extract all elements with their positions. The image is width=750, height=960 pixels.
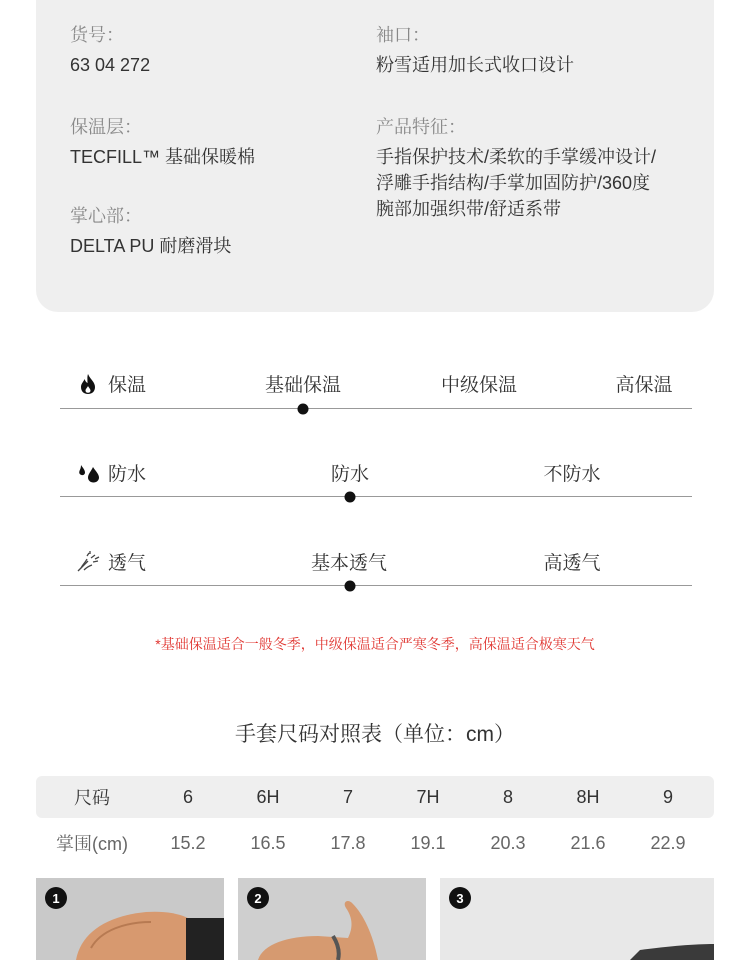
table-cell: 17.8 xyxy=(330,832,366,853)
step-number-badge: 2 xyxy=(247,887,269,909)
waterproof-scale-name xyxy=(74,459,146,486)
water-drops-icon xyxy=(74,461,102,485)
scale-label: 防水 xyxy=(108,464,147,485)
scale-option: 高透气 xyxy=(543,553,601,574)
warmth-scale-name xyxy=(74,370,146,397)
feature-line: 手指保护技术/柔软的手掌缓冲设计/ xyxy=(376,147,657,167)
table-header-cell: 6H xyxy=(256,786,280,807)
waterproof-scale xyxy=(60,455,692,515)
scale-option: 基础保温 xyxy=(264,375,342,396)
table-header-cell: 8H xyxy=(576,786,600,807)
feature-line: 腕部加强织带/舒适系带 xyxy=(376,199,561,219)
breathability-scale xyxy=(60,544,692,604)
product-spec-card xyxy=(36,0,714,312)
scale-line xyxy=(60,408,692,409)
table-header-cell: 7H xyxy=(416,786,440,807)
measure-step-photo-1 xyxy=(36,878,224,960)
table-cell: 掌围(cm) xyxy=(56,834,128,854)
scale-option: 高保温 xyxy=(615,375,673,396)
table-cell: 15.2 xyxy=(170,832,206,853)
spec-insulation xyxy=(70,114,255,170)
scale-line xyxy=(60,496,692,497)
size-chart-title: 手套尺码对照表（单位：cm） xyxy=(235,723,515,746)
table-cell: 20.3 xyxy=(490,832,526,853)
breathability-scale-name xyxy=(74,548,146,575)
table-row xyxy=(36,822,714,864)
spec-features xyxy=(376,114,656,222)
spec-value: DELTA PU 耐磨滑块 xyxy=(70,236,232,256)
spec-label: 保温层： xyxy=(70,117,142,137)
spec-cuff xyxy=(376,22,574,78)
scale-label: 保温 xyxy=(108,375,147,396)
scale-label: 透气 xyxy=(108,553,147,574)
spec-value: 63 04 272 xyxy=(70,55,151,75)
step-number-badge: 1 xyxy=(45,887,67,909)
spec-palm xyxy=(70,203,231,259)
spec-value: 粉雪适用加长式收口设计 xyxy=(376,55,574,75)
table-cell: 21.6 xyxy=(570,832,606,853)
flame-icon xyxy=(74,372,102,396)
spec-value xyxy=(376,144,656,222)
measure-step-photo-3 xyxy=(440,878,714,960)
step-number-badge: 3 xyxy=(449,887,471,909)
table-header-cell: 7 xyxy=(342,786,353,807)
scale-option: 不防水 xyxy=(543,464,601,485)
table-header-cell: 尺码 xyxy=(74,788,110,808)
spec-value: TECFILL™ 基础保暖棉 xyxy=(70,147,256,167)
spec-label: 产品特征： xyxy=(376,117,466,137)
spec-label: 掌心部： xyxy=(70,206,142,226)
breath-icon xyxy=(74,550,102,574)
feature-line: 浮雕手指结构/手掌加固防护/360度 xyxy=(376,173,651,193)
scale-option: 中级保温 xyxy=(440,375,518,396)
table-cell: 16.5 xyxy=(250,832,286,853)
scale-selected-dot xyxy=(298,404,309,415)
table-header-cell: 9 xyxy=(662,786,673,807)
size-chart-table xyxy=(36,776,714,864)
scale-selected-dot xyxy=(345,492,356,503)
spec-item-number xyxy=(70,22,150,78)
scale-option: 防水 xyxy=(330,464,370,485)
scale-line xyxy=(60,585,692,586)
scale-option: 基本透气 xyxy=(310,553,388,574)
table-cell: 22.9 xyxy=(650,832,686,853)
table-header-cell: 8 xyxy=(502,786,513,807)
warmth-scale xyxy=(60,366,692,426)
scale-selected-dot xyxy=(345,581,356,592)
measure-step-photo-2 xyxy=(238,878,426,960)
tape-measure-image xyxy=(440,878,714,960)
spec-label: 袖口： xyxy=(376,25,430,45)
table-header-row xyxy=(36,776,714,818)
warmth-note: *基础保温适合一般冬季，中级保温适合严寒冬季，高保温适合极寒天气 xyxy=(155,636,595,652)
spec-label: 货号： xyxy=(70,25,124,45)
table-header-cell: 6 xyxy=(182,786,193,807)
table-cell: 19.1 xyxy=(410,832,446,853)
